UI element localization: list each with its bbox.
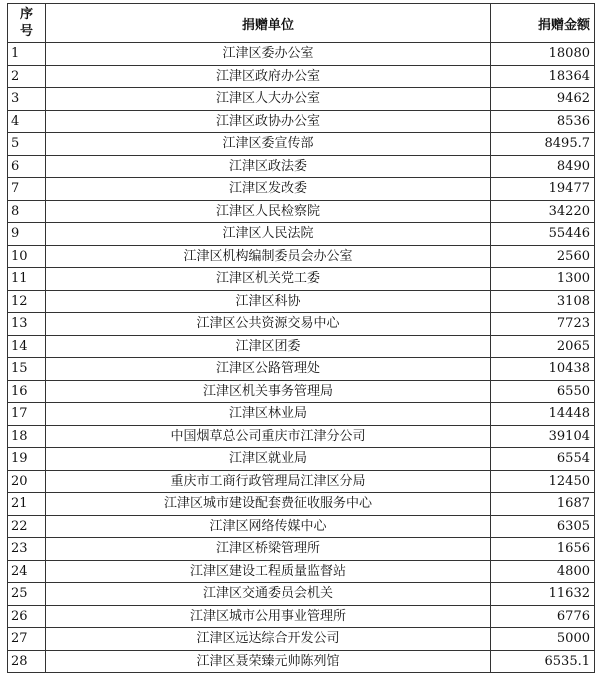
table-row [8, 538, 595, 561]
table-row [8, 425, 595, 448]
table-row [8, 88, 595, 111]
row-number: 23 [8, 538, 46, 561]
row-amount: 5000 [491, 628, 595, 651]
row-amount: 4800 [491, 560, 595, 583]
row-unit: 江津区人民法院 [46, 223, 491, 246]
row-unit: 江津区城市公用事业管理所 [46, 605, 491, 628]
row-unit: 江津区公共资源交易中心 [46, 313, 491, 336]
row-unit: 江津区桥梁管理所 [46, 538, 491, 561]
table-row [8, 515, 595, 538]
table-row [8, 470, 595, 493]
table-row [8, 493, 595, 516]
row-amount: 2560 [491, 245, 595, 268]
row-number: 24 [8, 560, 46, 583]
row-number: 5 [8, 133, 46, 156]
table-row [8, 133, 595, 156]
row-amount: 1687 [491, 493, 595, 516]
row-number: 10 [8, 245, 46, 268]
header-number [8, 4, 46, 43]
row-number: 4 [8, 110, 46, 133]
row-unit: 江津区政协办公室 [46, 110, 491, 133]
table-row [8, 223, 595, 246]
row-unit: 江津区聂荣臻元帅陈列馆 [46, 650, 491, 673]
row-amount: 6554 [491, 448, 595, 471]
row-number: 25 [8, 583, 46, 606]
table-row [8, 178, 595, 201]
table-row [8, 358, 595, 381]
row-amount: 34220 [491, 200, 595, 223]
row-amount: 8490 [491, 155, 595, 178]
row-amount: 11632 [491, 583, 595, 606]
row-unit: 江津区建设工程质量监督站 [46, 560, 491, 583]
row-amount: 6550 [491, 380, 595, 403]
donation-table [7, 3, 595, 673]
row-unit: 江津区交通委员会机关 [46, 583, 491, 606]
table-row [8, 403, 595, 426]
row-amount: 18364 [491, 65, 595, 88]
row-amount: 2065 [491, 335, 595, 358]
row-number: 6 [8, 155, 46, 178]
table-row [8, 380, 595, 403]
row-unit: 江津区委宣传部 [46, 133, 491, 156]
row-number: 19 [8, 448, 46, 471]
row-amount: 7723 [491, 313, 595, 336]
row-unit: 江津区机关党工委 [46, 268, 491, 291]
row-amount: 19477 [491, 178, 595, 201]
row-number: 20 [8, 470, 46, 493]
row-number: 18 [8, 425, 46, 448]
row-unit: 江津区城市建设配套费征收服务中心 [46, 493, 491, 516]
row-amount: 3108 [491, 290, 595, 313]
row-amount: 6776 [491, 605, 595, 628]
row-number: 27 [8, 628, 46, 651]
table-row [8, 335, 595, 358]
row-number: 13 [8, 313, 46, 336]
row-number: 21 [8, 493, 46, 516]
row-unit: 重庆市工商行政管理局江津区分局 [46, 470, 491, 493]
header-row [8, 4, 595, 43]
row-number: 22 [8, 515, 46, 538]
row-amount: 1656 [491, 538, 595, 561]
row-number: 2 [8, 65, 46, 88]
table-header [8, 4, 595, 43]
row-amount: 1300 [491, 268, 595, 291]
table-row [8, 290, 595, 313]
row-unit: 中国烟草总公司重庆市江津分公司 [46, 425, 491, 448]
row-amount: 10438 [491, 358, 595, 381]
table-row [8, 245, 595, 268]
table-row [8, 200, 595, 223]
row-number: 26 [8, 605, 46, 628]
table-row [8, 650, 595, 673]
header-number-line1: 序 [19, 7, 33, 22]
row-amount: 8495.7 [491, 133, 595, 156]
table-row [8, 583, 595, 606]
row-number: 3 [8, 88, 46, 111]
table-row [8, 448, 595, 471]
row-amount: 6305 [491, 515, 595, 538]
row-amount: 9462 [491, 88, 595, 111]
header-number-line2: 号 [19, 24, 33, 39]
row-unit: 江津区发改委 [46, 178, 491, 201]
table-row [8, 155, 595, 178]
table-row [8, 560, 595, 583]
row-amount: 6535.1 [491, 650, 595, 673]
row-unit: 江津区机构编制委员会办公室 [46, 245, 491, 268]
row-unit: 江津区委办公室 [46, 43, 491, 66]
table-body [8, 43, 595, 673]
row-number: 8 [8, 200, 46, 223]
table-row [8, 605, 595, 628]
row-unit: 江津区林业局 [46, 403, 491, 426]
header-amount: 捐赠金额 [491, 4, 595, 43]
table-row [8, 268, 595, 291]
row-unit: 江津区政府办公室 [46, 65, 491, 88]
row-unit: 江津区科协 [46, 290, 491, 313]
row-number: 14 [8, 335, 46, 358]
row-unit: 江津区人民检察院 [46, 200, 491, 223]
row-unit: 江津区公路管理处 [46, 358, 491, 381]
donation-table-container [7, 3, 594, 673]
row-number: 11 [8, 268, 46, 291]
row-amount: 55446 [491, 223, 595, 246]
row-amount: 8536 [491, 110, 595, 133]
row-amount: 39104 [491, 425, 595, 448]
row-unit: 江津区机关事务管理局 [46, 380, 491, 403]
row-unit: 江津区政法委 [46, 155, 491, 178]
table-row [8, 43, 595, 66]
table-row [8, 313, 595, 336]
row-number: 17 [8, 403, 46, 426]
row-unit: 江津区远达综合开发公司 [46, 628, 491, 651]
row-number: 16 [8, 380, 46, 403]
row-number: 9 [8, 223, 46, 246]
row-number: 12 [8, 290, 46, 313]
row-amount: 18080 [491, 43, 595, 66]
table-row [8, 628, 595, 651]
row-number: 28 [8, 650, 46, 673]
row-unit: 江津区网络传媒中心 [46, 515, 491, 538]
table-row [8, 110, 595, 133]
row-number: 7 [8, 178, 46, 201]
row-unit: 江津区团委 [46, 335, 491, 358]
row-amount: 12450 [491, 470, 595, 493]
row-unit: 江津区人大办公室 [46, 88, 491, 111]
header-unit: 捐赠单位 [46, 4, 491, 43]
row-number: 15 [8, 358, 46, 381]
row-number: 1 [8, 43, 46, 66]
table-row [8, 65, 595, 88]
row-unit: 江津区就业局 [46, 448, 491, 471]
row-amount: 14448 [491, 403, 595, 426]
